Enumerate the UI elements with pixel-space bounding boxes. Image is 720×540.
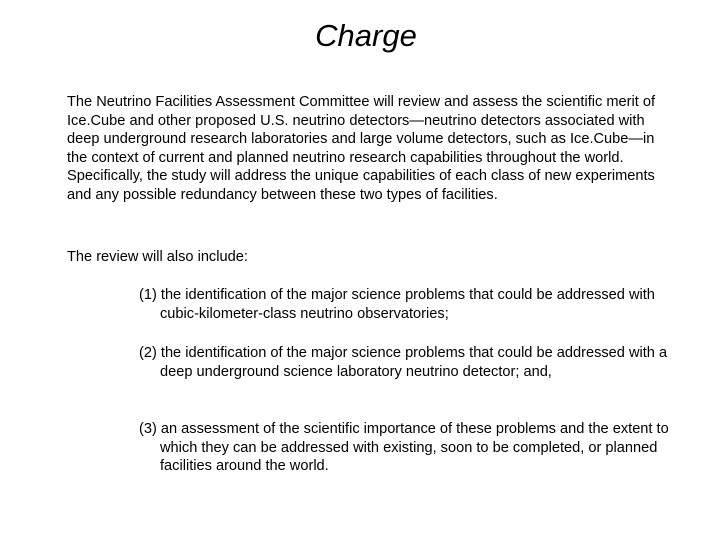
list-item-2: (2) the identification of the major science problems that could be addressed with a deep underground science laboratory neutrino detector; and, xyxy=(139,345,668,380)
list-item-1: (1) the identification of the major science problems that could be addressed with cubic-kilometer-class neutrino observatories; xyxy=(139,287,655,322)
list-item-3: (3) an assessment of the scientific importance of these problems and the extent to which they can be addressed with existing, soon to be completed, or planned facilities around the world. xyxy=(139,421,669,475)
intro-paragraph: The Neutrino Facilities Assessment Committee will review and assess the scientific merit of Ice.Cube and other proposed U.S. neutrino detectors—neutrino detectors associated with deep underground research laboratories and large volume detectors, such as Ice.Cube—in the context of current and planned neutrino research capabilities throughout the world. Specifically, the study will address the unique capabilities of each class of new experiments and any possible redundancy between these two types of facilities. xyxy=(67,94,656,203)
review-lead-text: The review will also include: xyxy=(67,249,248,265)
slide-title: Charge xyxy=(315,18,417,53)
